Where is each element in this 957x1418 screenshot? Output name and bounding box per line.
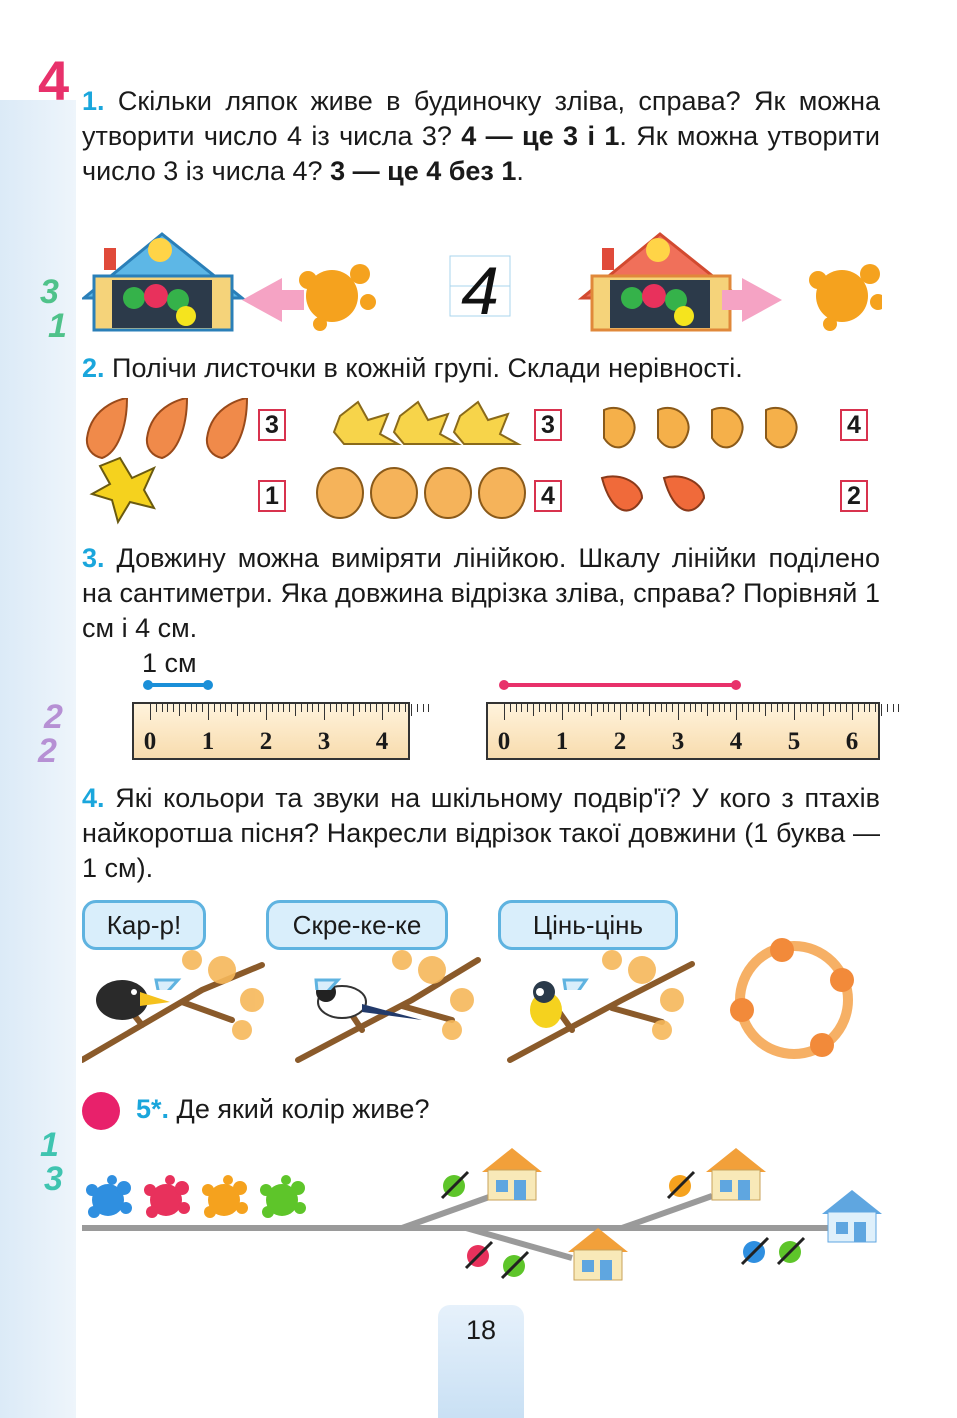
margin-digit: 3 — [44, 1160, 63, 1198]
house-icon — [482, 1148, 542, 1200]
count-box: 3 — [534, 409, 562, 441]
ruler-tick — [185, 704, 186, 712]
ruler-tick — [846, 704, 847, 712]
ruler-tick — [179, 704, 180, 716]
ruler-tick — [603, 704, 604, 712]
ruler-tick — [278, 704, 279, 712]
ruler-tick — [881, 704, 882, 716]
task-2-text: 2. Полічи листочки в кожній групі. Склади нерівності. — [82, 353, 743, 383]
color-blot-icon — [202, 1175, 248, 1218]
page-number: 18 — [438, 1305, 524, 1418]
task-1-text: 1. Скільки ляпок живе в будиночку зліва, справа? Як можна утворити число 4 із числа 3? 4 — це 3 і 1. Як можна утворити число 3 із числа 4? 3 — це 4 без 1. — [82, 86, 881, 186]
ruler-number: 1 — [201, 728, 215, 755]
ruler-tick — [376, 704, 377, 712]
ruler-tick — [748, 704, 749, 712]
task-5-text: 5*. Де який колір живе? — [136, 1094, 430, 1124]
ruler-tick — [504, 704, 505, 720]
ruler-tick — [562, 704, 563, 720]
color-blot-icon — [86, 1175, 132, 1218]
ruler-number: 2 — [259, 728, 273, 755]
ruler-tick — [794, 704, 795, 720]
ruler-tick — [719, 704, 720, 712]
ruler-tick — [811, 704, 812, 712]
ruler-number: 0 — [143, 728, 157, 755]
task-2-leaves — [82, 398, 882, 526]
ruler-number: 2 — [613, 728, 627, 755]
ruler-tick — [574, 704, 575, 712]
ruler-tick — [614, 704, 615, 712]
ruler-tick — [173, 704, 174, 712]
ruler-tick — [167, 704, 168, 712]
color-houses-diagram — [82, 1140, 882, 1290]
ruler-tick — [713, 704, 714, 712]
ruler-tick — [162, 704, 163, 712]
ruler-tick — [701, 704, 702, 712]
ruler-tick — [771, 704, 772, 712]
ruler-tick — [359, 704, 360, 712]
ruler-tick — [237, 704, 238, 716]
ruler-tick — [550, 704, 551, 712]
ruler-number: 4 — [375, 728, 389, 755]
task-3-text: 3. Довжину можна виміряти лінійкою. Шкалу лінійки поділено на сантиметри. Яка довжина відрізка зліва, справа? Порівняй 1 см і 4 см. — [82, 543, 880, 643]
ruler-tick — [620, 704, 621, 720]
ruler-tick — [231, 704, 232, 712]
margin-strip — [0, 0, 76, 1418]
ruler-tick — [533, 704, 534, 716]
ruler-tick — [736, 704, 737, 720]
ruler-tick — [678, 704, 679, 720]
ruler-tick — [388, 704, 389, 712]
ruler-tick — [225, 704, 226, 712]
ruler-number: 1 — [555, 728, 569, 755]
ruler-tick — [817, 704, 818, 712]
ruler-tick — [742, 704, 743, 712]
ruler-number: 6 — [845, 728, 859, 755]
ruler-tick — [869, 704, 870, 712]
ruler-tick — [527, 704, 528, 712]
color-blot-icon — [260, 1175, 306, 1218]
ruler-tick — [202, 704, 203, 712]
ruler-tick — [330, 704, 331, 712]
ruler-tick — [643, 704, 644, 712]
ruler-tick — [655, 704, 656, 712]
ruler-tick — [556, 704, 557, 712]
house-right-illustration — [582, 234, 740, 330]
ruler-tick — [835, 704, 836, 712]
ruler-tick — [301, 704, 302, 712]
ruler-tick — [690, 704, 691, 712]
ruler-tick — [394, 704, 395, 712]
ruler-tick — [608, 704, 609, 712]
ruler-tick — [898, 704, 899, 712]
ruler-tick — [840, 704, 841, 712]
ruler-number: 3 — [671, 728, 685, 755]
ruler-tick — [591, 704, 592, 716]
ruler-tick — [568, 704, 569, 712]
ruler-left — [132, 702, 410, 760]
ruler-tick — [661, 704, 662, 712]
ruler-tick — [272, 704, 273, 712]
house-left-illustration — [84, 234, 242, 330]
ruler-tick — [806, 704, 807, 712]
four-cm-segment — [496, 676, 746, 696]
lesson-number: 4 — [38, 49, 70, 112]
house-icon — [822, 1190, 882, 1242]
margin-digit: 3 — [40, 273, 59, 311]
ruler-tick — [191, 704, 192, 712]
color-blot-icon — [144, 1175, 190, 1218]
digit-four: 4 — [461, 253, 499, 329]
ruler-tick — [649, 704, 650, 716]
ruler-tick — [399, 704, 400, 712]
ruler-tick — [156, 704, 157, 712]
ruler-tick — [707, 704, 708, 716]
ruler-tick — [823, 704, 824, 716]
ruler-tick — [730, 704, 731, 712]
ruler-tick — [585, 704, 586, 712]
ruler-tick — [312, 704, 313, 712]
count-box: 4 — [840, 409, 868, 441]
count-box: 1 — [258, 480, 286, 512]
ruler-tick — [254, 704, 255, 712]
ruler-tick — [858, 704, 859, 712]
ruler-tick — [411, 704, 412, 716]
challenge-marker — [82, 1092, 120, 1130]
ruler-number: 3 — [317, 728, 331, 755]
ruler-tick — [220, 704, 221, 712]
ruler-tick — [724, 704, 725, 712]
ruler-tick — [765, 704, 766, 716]
ruler-tick — [782, 704, 783, 712]
ruler-tick — [521, 704, 522, 712]
ruler-tick — [428, 704, 429, 712]
ruler-tick — [666, 704, 667, 712]
house-icon — [706, 1148, 766, 1200]
ruler-tick — [295, 704, 296, 716]
ruler-tick — [289, 704, 290, 712]
ruler-tick — [632, 704, 633, 712]
ruler-tick — [597, 704, 598, 712]
ruler-tick — [510, 704, 511, 712]
ruler-tick — [266, 704, 267, 720]
ruler-tick — [365, 704, 366, 712]
house-icon — [568, 1228, 628, 1280]
ruler-tick — [777, 704, 778, 712]
ruler-tick — [852, 704, 853, 720]
ruler-tick — [753, 704, 754, 712]
ruler-tick — [893, 704, 894, 712]
count-box: 2 — [840, 480, 868, 512]
ruler-tick — [637, 704, 638, 712]
ruler-tick — [672, 704, 673, 712]
ruler-tick — [539, 704, 540, 712]
ruler-tick — [208, 704, 209, 720]
task-1-illustration — [82, 228, 882, 336]
count-box: 3 — [258, 409, 286, 441]
ruler-tick — [243, 704, 244, 712]
ruler-right — [486, 702, 880, 760]
speech-bubble: Цінь-цінь — [498, 900, 678, 950]
margin-digit: 2 — [38, 732, 57, 770]
ruler-tick — [423, 704, 424, 712]
margin-digit: 1 — [48, 307, 67, 345]
ruler-tick — [864, 704, 865, 712]
ruler-tick — [260, 704, 261, 712]
ruler-tick — [307, 704, 308, 712]
ruler-tick — [370, 704, 371, 712]
ruler-tick — [382, 704, 383, 720]
segment-label: 1 см — [142, 648, 197, 678]
ruler-tick — [887, 704, 888, 712]
ruler-tick — [875, 704, 876, 712]
ruler-tick — [318, 704, 319, 712]
ruler-tick — [788, 704, 789, 712]
ruler-tick — [684, 704, 685, 712]
ruler-tick — [626, 704, 627, 712]
task-4-text: 4. Які кольори та звуки на шкільному подвір'ї? У кого з птахів найкоротша пісня? Накресли відрізок такої довжини (1 буква — 1 см). — [82, 783, 880, 883]
count-box: 4 — [534, 480, 562, 512]
ruler-number: 0 — [497, 728, 511, 755]
ruler-tick — [214, 704, 215, 712]
ruler-tick — [759, 704, 760, 712]
ruler-tick — [249, 704, 250, 712]
ruler-tick — [579, 704, 580, 712]
ruler-tick — [405, 704, 406, 712]
margin-digit: 1 — [40, 1126, 59, 1164]
one-cm-segment — [142, 676, 222, 696]
ruler-tick — [800, 704, 801, 712]
ruler-tick — [196, 704, 197, 712]
ruler-tick — [695, 704, 696, 712]
ruler-tick — [829, 704, 830, 712]
ruler-tick — [516, 704, 517, 712]
speech-bubble: Кар-р! — [82, 900, 206, 950]
ruler-tick — [353, 704, 354, 716]
speech-bubble: Скре-ке-ке — [266, 900, 448, 950]
ruler-tick — [150, 704, 151, 720]
orange-blot-illustration — [299, 264, 376, 331]
margin-digit: 2 — [44, 698, 63, 736]
ruler-tick — [417, 704, 418, 712]
ruler-number: 4 — [729, 728, 743, 755]
ruler-tick — [341, 704, 342, 712]
ruler-tick — [283, 704, 284, 712]
ruler-tick — [336, 704, 337, 712]
ruler-tick — [324, 704, 325, 720]
ruler-tick — [545, 704, 546, 712]
ruler-tick — [347, 704, 348, 712]
ruler-number: 5 — [787, 728, 801, 755]
